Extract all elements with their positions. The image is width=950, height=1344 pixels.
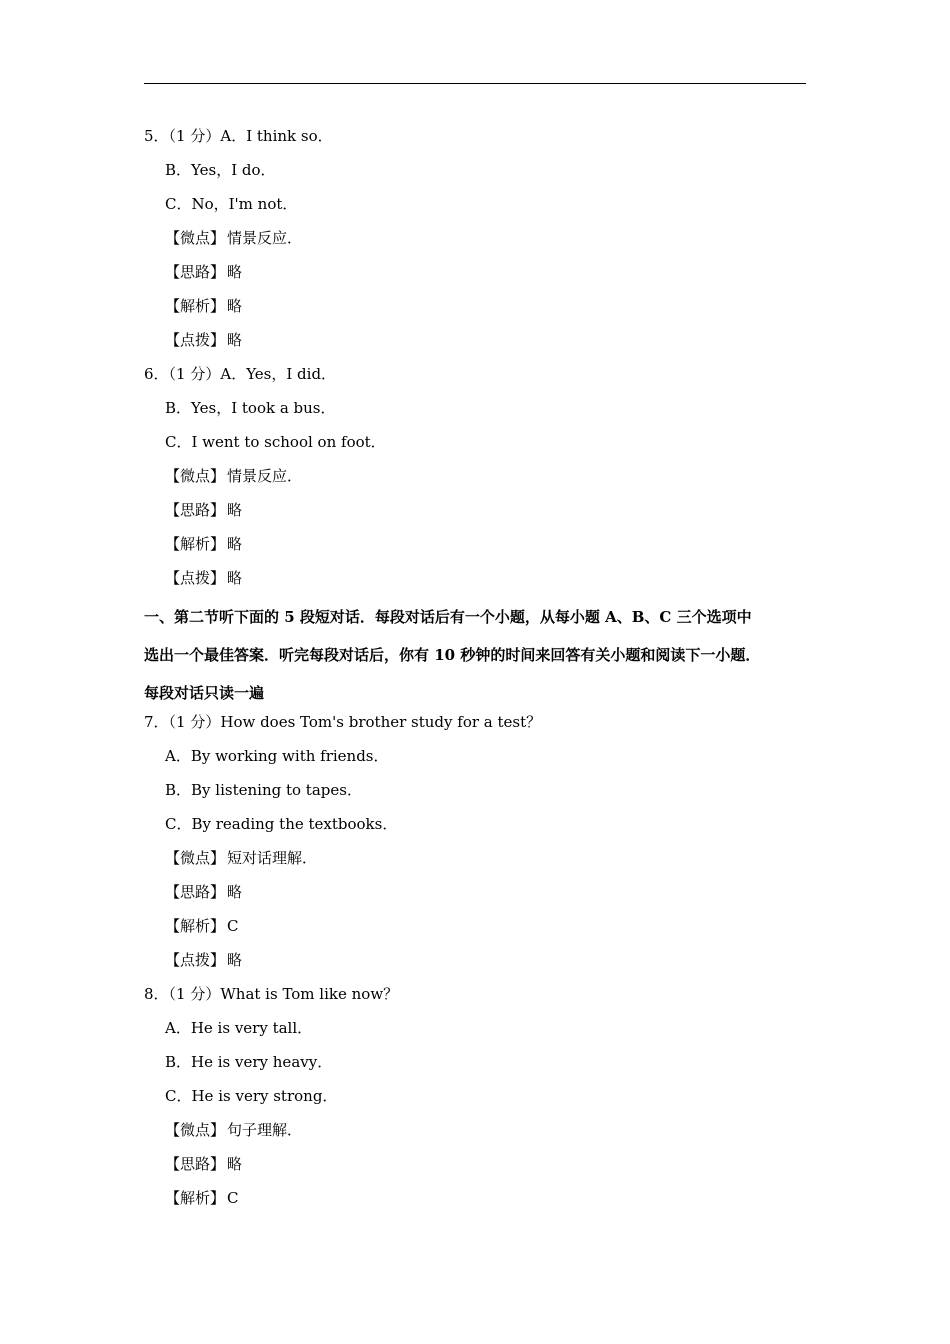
- note-text: 短对话理解．: [227, 849, 318, 867]
- note-tag: 【解析】: [165, 1189, 226, 1207]
- question-number: 5．: [144, 127, 169, 145]
- note-dianbo: [144, 326, 824, 360]
- question-stem: [144, 980, 824, 1014]
- note-dianbo: [144, 946, 824, 980]
- option: C．By reading the textbooks．: [165, 815, 398, 833]
- note-tag: 【解析】: [165, 535, 226, 553]
- note-tag: 【思路】: [165, 501, 226, 519]
- note-weidian: [144, 224, 824, 258]
- note-tag: 【点拨】: [165, 331, 226, 349]
- note-text: C: [227, 1189, 239, 1207]
- note-tag: 【解析】: [165, 297, 226, 315]
- note-text: 略: [227, 951, 243, 969]
- question-stem: [144, 360, 824, 394]
- section-instructions: [144, 598, 824, 712]
- section-line: 选出一个最佳答案．听完每段对话后，你有 10 秒钟的时间来回答有关小题和阅读下一小题．: [144, 646, 761, 664]
- note-weidian: [144, 1116, 824, 1150]
- note-text: 略: [227, 569, 243, 587]
- note-text: 略: [227, 1155, 243, 1173]
- question-stem: [144, 708, 824, 742]
- question-number: 6．: [144, 365, 169, 383]
- question-text: What is Tom like now？: [220, 985, 399, 1003]
- note-text: 情景反应．: [227, 229, 303, 247]
- option: B．Yes，I took a bus．: [165, 399, 336, 417]
- question-text: A．Yes，I did．: [220, 365, 337, 383]
- question-text: A．I think so．: [220, 127, 333, 145]
- question-6: [144, 360, 824, 598]
- note-tag: 【点拨】: [165, 569, 226, 587]
- note-text: 句子理解．: [227, 1121, 303, 1139]
- note-text: 略: [227, 883, 243, 901]
- question-score: （1 分）: [168, 365, 221, 383]
- question-text: How does Tom's brother study for a test？: [220, 713, 542, 731]
- note-tag: 【思路】: [165, 883, 226, 901]
- note-weidian: [144, 462, 824, 496]
- note-text: 略: [227, 263, 243, 281]
- question-8: [144, 980, 824, 1218]
- question-number: 7．: [144, 713, 169, 731]
- note-tag: 【微点】: [165, 849, 226, 867]
- note-text: C: [227, 917, 239, 935]
- question-number: 8．: [144, 985, 169, 1003]
- option: B．He is very heavy．: [165, 1053, 333, 1071]
- section-line: 每段对话只读一遍: [144, 684, 265, 702]
- note-silu: [144, 1150, 824, 1184]
- header-rule: [144, 83, 806, 84]
- note-tag: 【微点】: [165, 1121, 226, 1139]
- note-tag: 【思路】: [165, 1155, 226, 1173]
- note-text: 略: [227, 501, 243, 519]
- option: A．By working with friends．: [165, 747, 389, 765]
- note-jiexi: [144, 1184, 824, 1218]
- note-text: 略: [227, 331, 243, 349]
- note-silu: [144, 878, 824, 912]
- note-jiexi: [144, 912, 824, 946]
- note-dianbo: [144, 564, 824, 598]
- question-stem: [144, 122, 824, 156]
- note-text: 情景反应．: [227, 467, 303, 485]
- document-body: [144, 122, 824, 1218]
- option: C．I went to school on foot．: [165, 433, 386, 451]
- question-score: （1 分）: [168, 127, 221, 145]
- note-tag: 【微点】: [165, 467, 226, 485]
- note-text: 略: [227, 535, 243, 553]
- section-line: 一、第二节听下面的 5 段短对话．每段对话后有一个小题，从每小题 A、B、C 三个选项中: [144, 608, 752, 626]
- note-tag: 【点拨】: [165, 951, 226, 969]
- note-silu: [144, 496, 824, 530]
- question-score: （1 分）: [168, 985, 221, 1003]
- note-jiexi: [144, 530, 824, 564]
- option: C．He is very strong．: [165, 1087, 338, 1105]
- note-silu: [144, 258, 824, 292]
- question-7: [144, 708, 824, 980]
- option: B．Yes，I do．: [165, 161, 276, 179]
- option: A．He is very tall．: [165, 1019, 313, 1037]
- note-jiexi: [144, 292, 824, 326]
- note-tag: 【思路】: [165, 263, 226, 281]
- question-5: [144, 122, 824, 360]
- note-weidian: [144, 844, 824, 878]
- option: B．By listening to tapes．: [165, 781, 362, 799]
- question-score: （1 分）: [168, 713, 221, 731]
- note-text: 略: [227, 297, 243, 315]
- note-tag: 【解析】: [165, 917, 226, 935]
- note-tag: 【微点】: [165, 229, 226, 247]
- option: C．No，I'm not．: [165, 195, 298, 213]
